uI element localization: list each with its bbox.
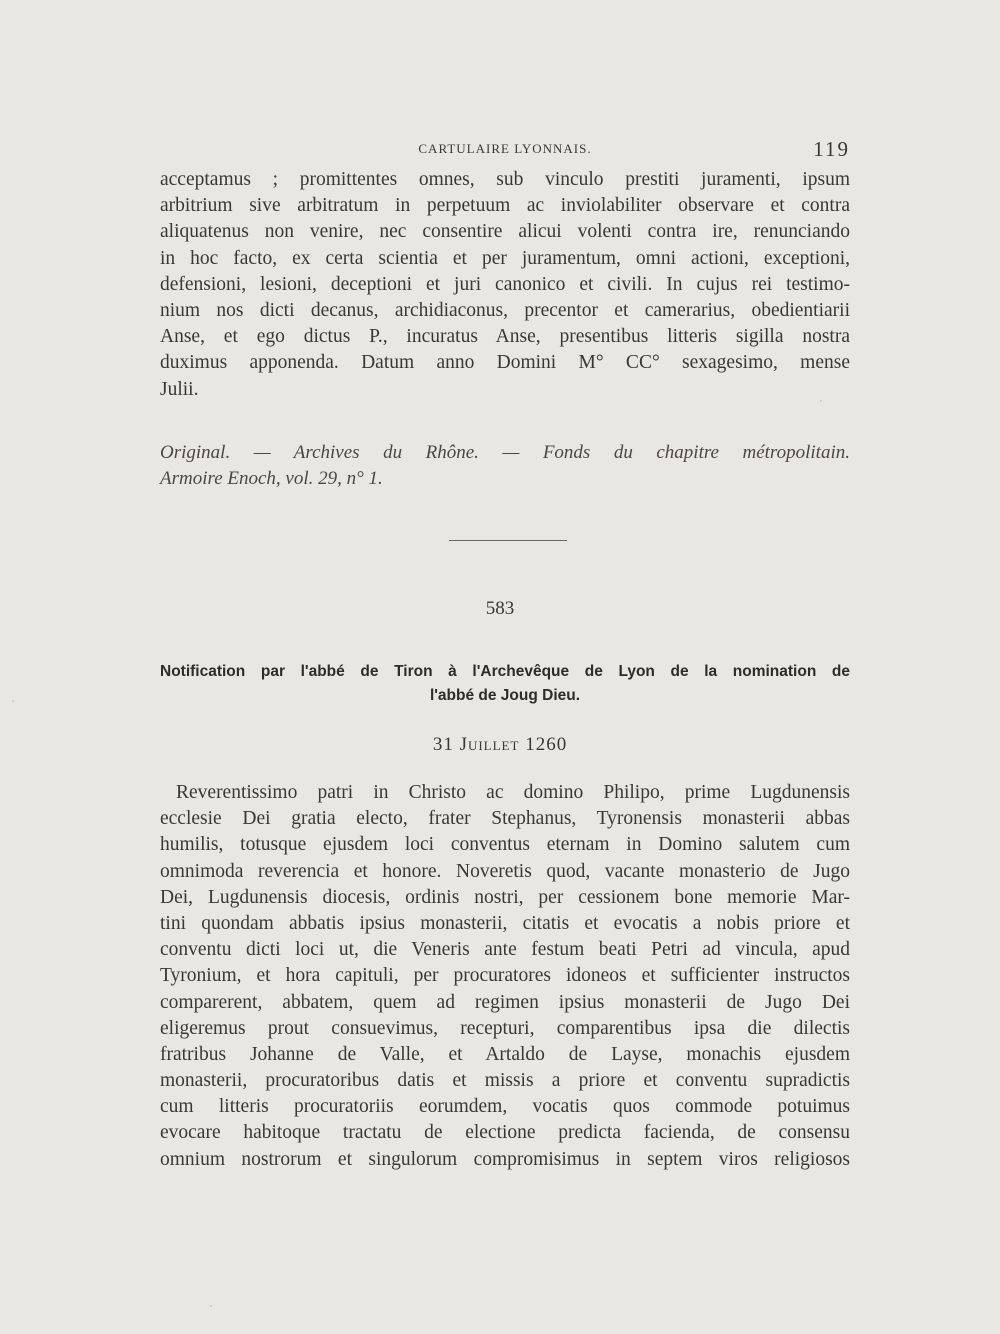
text-line: nium nos dicti decanus, archidiaconus, precentor et camerarius, obedientiarii <box>160 299 850 321</box>
paper-speck <box>820 400 822 402</box>
source-line: Original. — Archives du Rhône. — Fonds du chapitre métropolitain. <box>160 442 850 463</box>
running-title: CARTULAIRE LYONNAIS. <box>418 141 592 156</box>
text-line: conventu dicti loci ut, die Veneris ante festum beati Petri ad vincula, apud <box>160 939 850 961</box>
text-line: cum litteris procuratoriis eorumdem, vocatis quos commode potuimus <box>160 1096 850 1118</box>
text-line: Julii. <box>160 378 199 400</box>
text-line: in hoc facto, ex certa scientia et per juramentum, omni actioni, exceptioni, <box>160 247 850 269</box>
text-line: aliquatenus non venire, nec consentire alicui volenti contra ire, renunciando <box>160 221 850 243</box>
document-heading <box>160 660 850 708</box>
paper-speck <box>210 1305 212 1307</box>
text-line: omnimoda reverencia et honore. Noveretis quod, vacante monasterio de Jugo <box>160 860 850 882</box>
heading-line: l'abbé de Joug Dieu. <box>429 687 581 704</box>
source-note <box>160 440 850 492</box>
page-number: 119 <box>813 137 850 161</box>
text-line: omnium nostrorum et singulorum compromisimus in septem viros religiosos <box>160 1148 850 1170</box>
text-line: defensioni, lesioni, deceptioni et juri canonico et civili. In cujus rei testimo- <box>160 273 850 295</box>
running-head <box>160 137 850 161</box>
heading-line: Notification par l'abbé de Tiron à l'Archevêque de Lyon de la nomination de <box>160 663 850 680</box>
source-line: Armoire Enoch, vol. 29, n° 1. <box>160 468 383 490</box>
text-line: Dei, Lugdunensis diocesis, ordinis nostri, per cessionem bone memorie Mar- <box>160 886 850 908</box>
paper-speck <box>12 700 14 702</box>
section-divider <box>449 540 567 541</box>
document-date: 31 Juillet 1260 <box>432 734 568 755</box>
text-line: duximus apponenda. Datum anno Domini M° CC° sexagesimo, mense <box>160 352 850 374</box>
text-line: tini quondam abbatis ipsius monasterii, citatis et evocatis a nobis priore et <box>160 912 850 934</box>
text-line: Reverentissimo patri in Christo ac domino Philipo, prime Lugdunensis <box>176 782 850 803</box>
text-line: eligeremus prout consuevimus, recepturi, comparentibus ipsa die dilectis <box>160 1017 850 1039</box>
text-line: acceptamus ; promittentes omnes, sub vinculo prestiti juramenti, ipsum <box>160 169 850 190</box>
text-line: comparerent, abbatem, quem ad regimen ipsius monasterii de Jugo Dei <box>160 991 850 1013</box>
text-line: Anse, et ego dictus P., incuratus Anse, presentibus litteris sigilla nostra <box>160 326 850 348</box>
document-body <box>160 780 850 1173</box>
text-line: fratribus Johanne de Valle, et Artaldo de Layse, monachis ejusdem <box>160 1043 850 1065</box>
document-number: 583 <box>485 598 515 619</box>
text-line: Tyronium, et hora capituli, per procuratores idoneos et sufficienter instructos <box>160 965 850 987</box>
text-line: ecclesie Dei gratia electo, frater Stephanus, Tyronensis monasterii abbas <box>160 808 850 830</box>
charter-end-paragraph <box>160 167 850 403</box>
text-line: monasterii, procuratoribus datis et missis a priore et conventu supradictis <box>160 1070 850 1092</box>
text-line: arbitrium sive arbitratum in perpetuum ac inviolabiliter observare et contra <box>160 195 850 217</box>
text-line: humilis, totusque ejusdem loci conventus eternam in Domino salutem cum <box>160 834 850 856</box>
text-line: evocare habitoque tractatu de electione predicta facienda, de consensu <box>160 1122 850 1144</box>
